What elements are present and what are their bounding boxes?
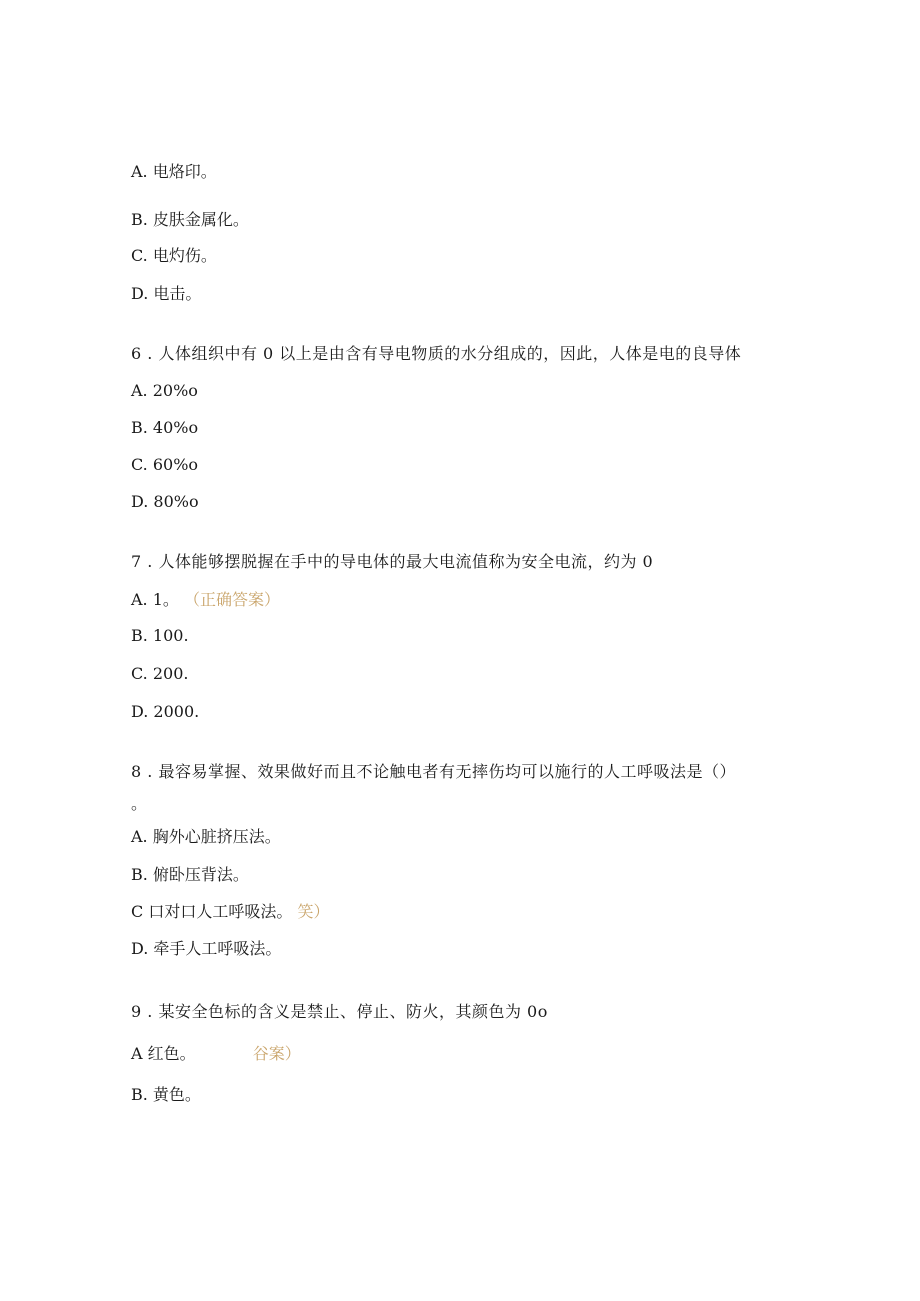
option-text: C. 200. (131, 664, 189, 683)
option-text: D. 80%o (131, 492, 199, 511)
option-text: C. 60%o (131, 455, 199, 474)
option-text: B. 黄色。 (131, 1085, 201, 1104)
option-text: B. 俯卧压背法。 (131, 865, 249, 884)
option-text: A. 胸外心脏挤压法。 (131, 827, 281, 846)
option-6c (131, 455, 198, 475)
question-6 (131, 344, 741, 364)
question-text: 9 . 某安全色标的含义是禁止、停止、防火，其颜色为 0o (131, 1002, 548, 1021)
option-9a (131, 1044, 301, 1064)
option-text: D. 牵手人工呼吸法。 (131, 939, 282, 958)
option-9b (131, 1085, 201, 1105)
option-8d (131, 939, 281, 959)
correct-answer-note: 谷案） (252, 1044, 301, 1063)
option-7c (131, 664, 188, 684)
question-text: 7 . 人体能够摆脱握在手中的导电体的最大电流值称为安全电流，约为 0 (131, 552, 654, 571)
question-text: 8 . 最容易掌握、效果做好而且不论触电者有无摔伤均可以施行的人工呼吸法是（） (131, 762, 736, 781)
option-text: B. 40%o (131, 418, 199, 437)
question-8 (131, 762, 736, 782)
option-text: D. 电击。 (131, 284, 202, 303)
option-8b (131, 865, 249, 885)
option-text: D. 2000. (131, 702, 200, 721)
option-6b (131, 418, 198, 438)
question-text: 。 (131, 794, 148, 813)
option-text: A. 1。 (131, 590, 179, 609)
option-5d (131, 284, 201, 304)
option-7a (131, 590, 280, 610)
option-5b (131, 210, 249, 230)
question-text: 6 . 人体组织中有 0 以上是由含有导电物质的水分组成的，因此，人体是电的良导体 (131, 344, 742, 363)
option-5a (131, 162, 217, 182)
correct-answer-note: 笑） (297, 902, 330, 921)
option-text: C. 电灼伤。 (131, 246, 217, 265)
option-text: A 红色。 (131, 1044, 196, 1063)
option-text: B. 100. (131, 626, 189, 645)
question-9 (131, 1002, 548, 1022)
option-text: A. 20%o (131, 381, 198, 400)
option-7d (131, 702, 199, 722)
option-text: B. 皮肤金属化。 (131, 210, 249, 229)
option-7b (131, 626, 189, 646)
option-text: C 口对口人工呼吸法。 (131, 902, 293, 921)
question-7 (131, 552, 653, 572)
option-8c (131, 902, 329, 922)
option-6d (131, 492, 199, 512)
option-text: A. 电烙印。 (131, 162, 217, 181)
option-6a (131, 381, 198, 401)
correct-answer-note: （正确答案） (184, 590, 281, 609)
question-8-continuation (131, 794, 147, 814)
option-8a (131, 827, 281, 847)
option-5c (131, 246, 217, 266)
